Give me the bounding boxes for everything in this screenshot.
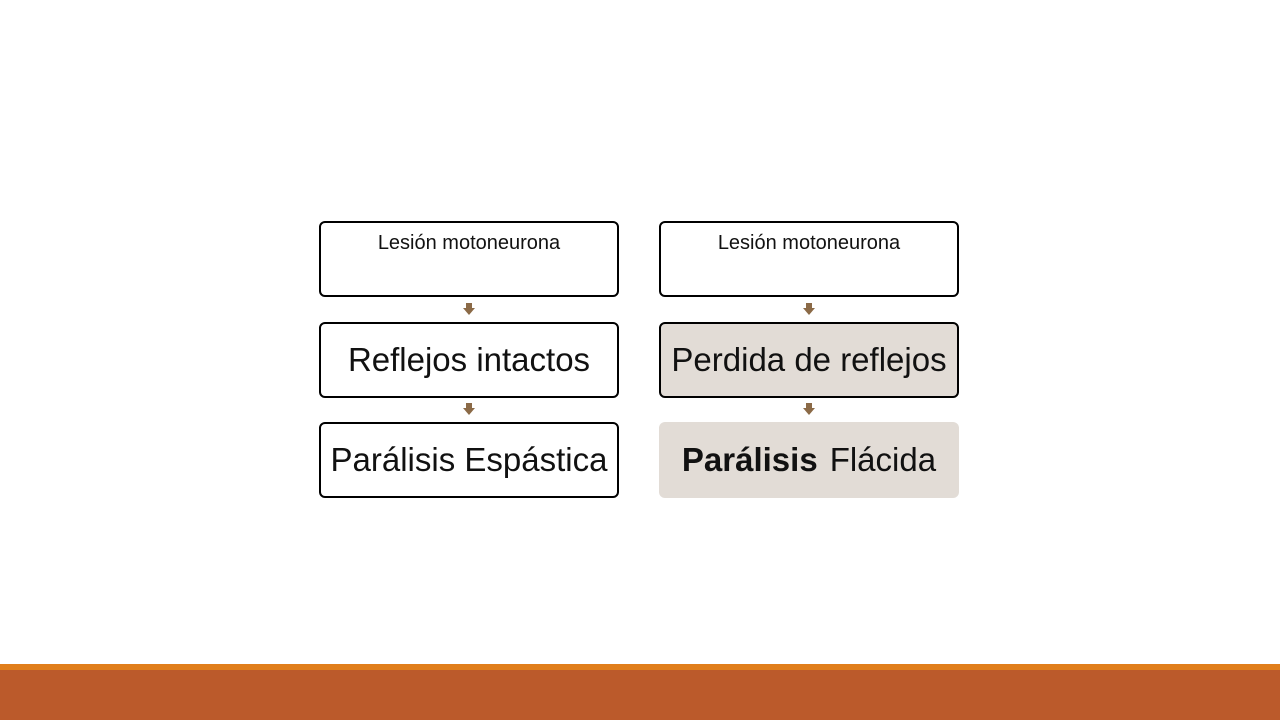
right-middle-label: Perdida de reflejos [671, 341, 947, 378]
left-middle-box [319, 322, 619, 398]
down-arrow-icon [803, 303, 815, 315]
left-middle-label: Reflejos intactos [347, 341, 591, 378]
down-arrow-icon [463, 303, 475, 315]
left-bottom-box [319, 422, 619, 498]
down-arrow-icon [463, 403, 475, 415]
right-middle-box [659, 322, 959, 398]
left-top-box [319, 221, 619, 297]
down-arrow-icon [803, 403, 815, 415]
right-top-label: Lesión motoneurona [717, 232, 901, 254]
left-top-label: Lesión motoneurona [377, 232, 561, 254]
right-top-box [659, 221, 959, 297]
right-bottom-label-bold: Parálisis [681, 441, 818, 478]
right-bottom-label-rest: Flácida [829, 441, 937, 478]
left-bottom-label: Parálisis Espástica [330, 441, 608, 478]
right-bottom-box [659, 422, 959, 498]
footer-band [0, 670, 1280, 720]
